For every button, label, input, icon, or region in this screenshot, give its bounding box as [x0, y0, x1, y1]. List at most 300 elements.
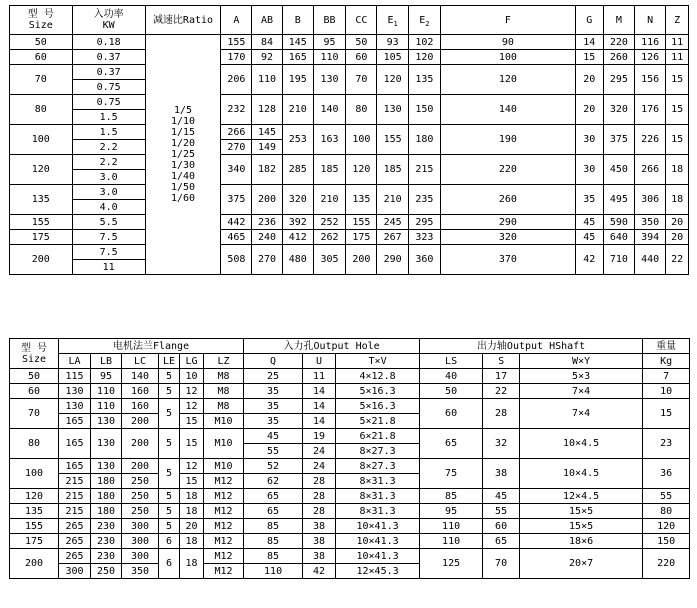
cell: 52	[244, 459, 303, 474]
cell: 62	[244, 474, 303, 489]
cell: 260	[603, 50, 634, 65]
cell: 14	[575, 35, 603, 50]
cell: 320	[441, 230, 576, 245]
cell: 38	[483, 459, 520, 489]
cell: 710	[603, 245, 634, 275]
cell: M12	[204, 474, 244, 489]
cell: 305	[313, 245, 345, 275]
cell: 130	[91, 414, 122, 429]
header-output-shaft: 出力轴Output HShaft	[420, 339, 643, 354]
header-la: LA	[59, 354, 91, 369]
cell: 230	[91, 519, 122, 534]
header-model: 型 号 Size	[10, 339, 59, 369]
cell: 15×5	[520, 504, 643, 519]
cell: 36	[643, 459, 690, 489]
cell: 5	[159, 504, 180, 519]
cell: 200	[346, 245, 377, 275]
cell: 253	[282, 125, 313, 155]
cell: 5	[159, 429, 180, 459]
cell: 5×16.3	[336, 384, 420, 399]
cell: 440	[635, 245, 666, 275]
cell: 32	[483, 429, 520, 459]
cell: 45	[483, 489, 520, 504]
cell: M10	[204, 429, 244, 459]
cell: 232	[221, 95, 252, 125]
table-row	[10, 215, 689, 230]
cell: 250	[122, 504, 159, 519]
cell: 23	[643, 429, 690, 459]
cell: 4×12.8	[336, 369, 420, 384]
cell-kw: 2.2	[72, 140, 145, 155]
cell: 5	[159, 459, 180, 489]
cell: 30	[575, 155, 603, 185]
cell: 270	[221, 140, 252, 155]
cell: 18	[666, 155, 689, 185]
cell: 15	[180, 429, 204, 459]
cell: 260	[441, 185, 576, 215]
cell: 300	[59, 564, 91, 579]
cell: 210	[313, 185, 345, 215]
flange-shaft-table	[9, 338, 690, 579]
cell: 135	[408, 65, 440, 95]
cell: 350	[122, 564, 159, 579]
cell: 150	[643, 534, 690, 549]
cell: 250	[122, 489, 159, 504]
cell: 126	[635, 50, 666, 65]
cell: 28	[303, 489, 336, 504]
table-row	[10, 65, 689, 80]
cell: 20	[575, 95, 603, 125]
cell: 266	[221, 125, 252, 140]
cell: 15	[180, 414, 204, 429]
cell: 18	[180, 534, 204, 549]
cell-size: 100	[10, 459, 59, 489]
cell: 149	[252, 140, 282, 155]
cell: 25	[244, 369, 303, 384]
cell: 130	[313, 65, 345, 95]
cell: 290	[441, 215, 576, 230]
table-row	[10, 50, 689, 65]
header-e1: $E_1$	[377, 6, 408, 35]
header-ab: AB	[252, 6, 282, 35]
cell-size: 135	[10, 185, 73, 215]
header-ls: LS	[420, 354, 483, 369]
cell-size: 80	[10, 429, 59, 459]
cell: 12	[180, 399, 204, 414]
cell: 20	[666, 215, 689, 230]
header-e2: $E_2$	[408, 6, 440, 35]
cell: 20	[180, 519, 204, 534]
cell: 176	[635, 95, 666, 125]
cell: 130	[91, 429, 122, 459]
cell: 265	[59, 534, 91, 549]
cell: 145	[282, 35, 313, 50]
cell-kw: 0.75	[72, 80, 145, 95]
cell: 65	[420, 429, 483, 459]
cell: 5×21.8	[336, 414, 420, 429]
cell: 8×27.3	[336, 444, 420, 459]
cell: 35	[575, 185, 603, 215]
cell: 93	[377, 35, 408, 50]
cell-size: 155	[10, 215, 73, 230]
cell: 22	[483, 384, 520, 399]
cell: 7×4	[520, 399, 643, 429]
cell: 15	[575, 50, 603, 65]
cell: 116	[635, 35, 666, 50]
cell: 375	[221, 185, 252, 215]
cell: 375	[603, 125, 634, 155]
cell: 110	[252, 65, 282, 95]
cell: 45	[575, 230, 603, 245]
cell: M8	[204, 399, 244, 414]
cell: 65	[483, 534, 520, 549]
cell: 28	[303, 474, 336, 489]
table-row	[10, 399, 690, 414]
cell: 8×31.3	[336, 474, 420, 489]
cell-kw: 4.0	[72, 200, 145, 215]
cell-kw: 5.5	[72, 215, 145, 230]
cell: 65	[244, 504, 303, 519]
cell: 65	[244, 489, 303, 504]
cell: 100	[441, 50, 576, 65]
cell: 10×41.3	[336, 534, 420, 549]
cell-size: 120	[10, 155, 73, 185]
table-row	[10, 245, 689, 260]
header-row	[10, 6, 689, 35]
cell: 185	[313, 155, 345, 185]
cell: 55	[483, 504, 520, 519]
cell: 84	[252, 35, 282, 50]
cell: 165	[59, 459, 91, 474]
cell: 24	[303, 444, 336, 459]
cell-kw: 1.5	[72, 125, 145, 140]
cell-size: 50	[10, 369, 59, 384]
cell: 110	[244, 564, 303, 579]
cell: 200	[252, 185, 282, 215]
cell: 80	[346, 95, 377, 125]
cell: 215	[59, 489, 91, 504]
cell: 55	[244, 444, 303, 459]
header-m: M	[603, 6, 634, 35]
cell: 300	[122, 519, 159, 534]
cell: 15	[666, 65, 689, 95]
cell: 150	[408, 95, 440, 125]
cell: 15	[643, 399, 690, 429]
cell-size: 70	[10, 399, 59, 429]
cell: 5×3	[520, 369, 643, 384]
cell: 160	[122, 384, 159, 399]
cell: 20×7	[520, 549, 643, 579]
cell: 200	[122, 429, 159, 459]
header-s: S	[483, 354, 520, 369]
cell: 7	[643, 369, 690, 384]
cell-kw: 7.5	[72, 230, 145, 245]
cell: 155	[346, 215, 377, 230]
table-row	[10, 534, 690, 549]
cell: 412	[282, 230, 313, 245]
cell: 394	[635, 230, 666, 245]
cell: 320	[282, 185, 313, 215]
cell: 250	[122, 474, 159, 489]
cell: 195	[282, 65, 313, 95]
cell: 128	[252, 95, 282, 125]
cell-size: 155	[10, 519, 59, 534]
cell: 35	[244, 399, 303, 414]
cell: 306	[635, 185, 666, 215]
cell: 508	[221, 245, 252, 275]
header-ratio: 减速比Ratio	[145, 6, 220, 35]
cell: 495	[603, 185, 634, 215]
cell: 340	[221, 155, 252, 185]
cell: 11	[303, 369, 336, 384]
cell: 285	[282, 155, 313, 185]
cell: 130	[59, 399, 91, 414]
cell: 10×41.3	[336, 519, 420, 534]
cell-kw: 11	[72, 260, 145, 275]
header-le: LE	[159, 354, 180, 369]
cell-kw: 3.0	[72, 170, 145, 185]
cell: 160	[122, 399, 159, 414]
cell-size: 200	[10, 245, 73, 275]
cell: 35	[244, 384, 303, 399]
header-f: F	[441, 6, 576, 35]
cell: 180	[91, 474, 122, 489]
cell: 15×5	[520, 519, 643, 534]
cell: 6	[159, 549, 180, 579]
cell-size: 80	[10, 95, 73, 125]
cell: 40	[420, 369, 483, 384]
cell: 80	[643, 504, 690, 519]
cell: 18	[180, 504, 204, 519]
cell: M12	[204, 549, 244, 564]
cell: 110	[420, 519, 483, 534]
header-cc: CC	[346, 6, 377, 35]
cell: 5×16.3	[336, 399, 420, 414]
cell: 210	[282, 95, 313, 125]
cell-size: 200	[10, 549, 59, 579]
cell: 105	[377, 50, 408, 65]
cell: 18	[180, 549, 204, 579]
cell: 19	[303, 429, 336, 444]
cell: 15	[666, 125, 689, 155]
cell: 110	[420, 534, 483, 549]
cell: 60	[420, 399, 483, 429]
cell: 18×6	[520, 534, 643, 549]
cell: 20	[575, 65, 603, 95]
cell: 70	[346, 65, 377, 95]
table-row	[10, 125, 689, 140]
cell: 10	[180, 369, 204, 384]
cell: 38	[303, 519, 336, 534]
header-model: 型 号 Size	[10, 6, 73, 35]
cell: 120	[346, 155, 377, 185]
header-row	[10, 354, 690, 369]
header-q: Q	[244, 354, 303, 369]
cell: M12	[204, 564, 244, 579]
cell: 18	[666, 185, 689, 215]
cell: 215	[59, 504, 91, 519]
cell: 8×31.3	[336, 504, 420, 519]
cell: 185	[377, 155, 408, 185]
cell: 220	[603, 35, 634, 50]
cell: 110	[313, 50, 345, 65]
cell: M12	[204, 504, 244, 519]
table-row	[10, 35, 689, 50]
cell: 85	[244, 549, 303, 564]
cell: M8	[204, 384, 244, 399]
cell-size: 175	[10, 534, 59, 549]
table-row	[10, 230, 689, 245]
cell: 120	[377, 65, 408, 95]
cell: 70	[483, 549, 520, 579]
cell: 200	[122, 414, 159, 429]
header-u: U	[303, 354, 336, 369]
cell: 252	[313, 215, 345, 230]
header-lz: LZ	[204, 354, 244, 369]
cell: 230	[91, 534, 122, 549]
cell: 11	[666, 35, 689, 50]
cell: 35	[244, 414, 303, 429]
cell-kw: 0.75	[72, 95, 145, 110]
cell: 45	[575, 215, 603, 230]
cell: 270	[252, 245, 282, 275]
cell-size: 50	[10, 35, 73, 50]
cell: 60	[483, 519, 520, 534]
cell: 60	[346, 50, 377, 65]
cell-kw: 0.18	[72, 35, 145, 50]
cell: 155	[377, 125, 408, 155]
cell: 20	[666, 230, 689, 245]
cell: 165	[59, 414, 91, 429]
cell: 180	[91, 489, 122, 504]
cell: 8×31.3	[336, 489, 420, 504]
cell: 156	[635, 65, 666, 95]
cell: 85	[244, 534, 303, 549]
cell: 10×41.3	[336, 549, 420, 564]
cell: 8×27.3	[336, 459, 420, 474]
cell: 15	[180, 474, 204, 489]
cell: 115	[59, 369, 91, 384]
cell: 250	[91, 564, 122, 579]
cell-kw: 7.5	[72, 245, 145, 260]
cell-size: 60	[10, 50, 73, 65]
cell: 5	[159, 399, 180, 429]
header-row	[10, 339, 690, 354]
cell: 590	[603, 215, 634, 230]
cell: 190	[441, 125, 576, 155]
table-row	[10, 519, 690, 534]
cell: 320	[603, 95, 634, 125]
cell: 215	[59, 474, 91, 489]
cell: 12×45.3	[336, 564, 420, 579]
header-tv: T×V	[336, 354, 420, 369]
header-lb: LB	[91, 354, 122, 369]
cell: 18	[180, 489, 204, 504]
cell: 28	[303, 504, 336, 519]
header-bb: BB	[313, 6, 345, 35]
cell: 12	[180, 384, 204, 399]
cell: M12	[204, 489, 244, 504]
cell: 442	[221, 215, 252, 230]
header-n: N	[635, 6, 666, 35]
cell: 226	[635, 125, 666, 155]
cell: 5	[159, 519, 180, 534]
cell: 235	[408, 185, 440, 215]
cell: 163	[313, 125, 345, 155]
cell: 120	[408, 50, 440, 65]
cell: 28	[483, 399, 520, 429]
cell: 7×4	[520, 384, 643, 399]
header-power: 入功率 KW	[72, 6, 145, 35]
cell: 22	[666, 245, 689, 275]
cell-size: 60	[10, 384, 59, 399]
cell: 14	[303, 414, 336, 429]
table-row	[10, 429, 690, 444]
table-row	[10, 95, 689, 110]
cell: 5	[159, 489, 180, 504]
cell: 120	[643, 519, 690, 534]
cell: 95	[313, 35, 345, 50]
cell: 180	[91, 504, 122, 519]
cell: 450	[603, 155, 634, 185]
cell-kw: 1.5	[72, 110, 145, 125]
cell: 360	[408, 245, 440, 275]
cell: 55	[643, 489, 690, 504]
cell: 210	[377, 185, 408, 215]
table-row	[10, 185, 689, 200]
cell: 11	[666, 50, 689, 65]
cell-size: 120	[10, 489, 59, 504]
cell: 95	[420, 504, 483, 519]
cell: 220	[441, 155, 576, 185]
cell: 42	[303, 564, 336, 579]
cell: 480	[282, 245, 313, 275]
cell: 14	[303, 399, 336, 414]
cell: 85	[420, 489, 483, 504]
table-row	[10, 155, 689, 170]
cell: 220	[643, 549, 690, 579]
cell: 6×21.8	[336, 429, 420, 444]
table-row	[10, 504, 690, 519]
header-lc: LC	[122, 354, 159, 369]
header-flange: 电机法兰Flange	[59, 339, 244, 354]
cell: 38	[303, 534, 336, 549]
cell: 175	[346, 230, 377, 245]
cell: 42	[575, 245, 603, 275]
cell: 135	[346, 185, 377, 215]
cell: 323	[408, 230, 440, 245]
cell-kw: 0.37	[72, 65, 145, 80]
cell: 6	[159, 534, 180, 549]
header-g: G	[575, 6, 603, 35]
ratio-list: 1/5 1/10 1/15 1/20 1/25 1/30 1/40 1/50 1/60	[145, 35, 220, 275]
cell: 300	[122, 549, 159, 564]
cell: 30	[575, 125, 603, 155]
cell: 102	[408, 35, 440, 50]
cell-size: 100	[10, 125, 73, 155]
cell: 300	[122, 534, 159, 549]
cell: 267	[377, 230, 408, 245]
cell: 125	[420, 549, 483, 579]
header-kg: Kg	[643, 354, 690, 369]
cell: M10	[204, 414, 244, 429]
header-wy: W×Y	[520, 354, 643, 369]
table-row	[10, 549, 690, 564]
cell: 17	[483, 369, 520, 384]
cell: M8	[204, 369, 244, 384]
cell: 10×4.5	[520, 459, 643, 489]
cell: 640	[603, 230, 634, 245]
